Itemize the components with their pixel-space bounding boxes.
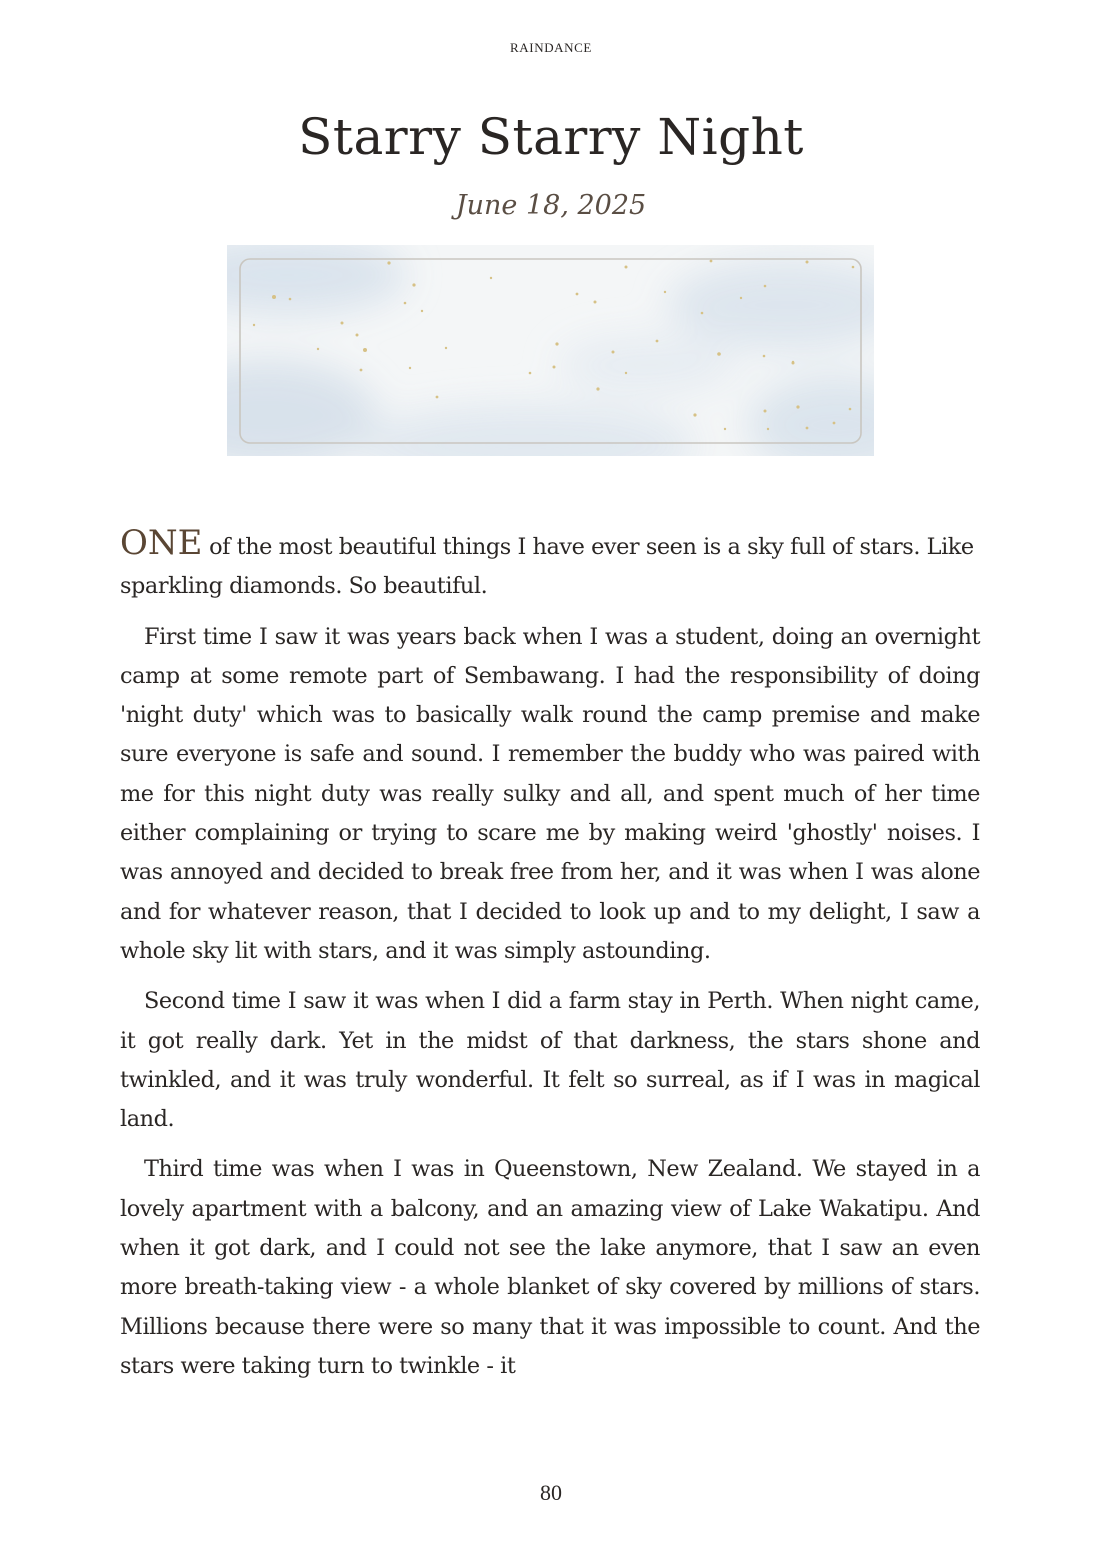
star-dot xyxy=(796,405,799,408)
star-dot xyxy=(436,396,439,399)
article-date: June 18, 2025 xyxy=(455,190,647,221)
star-dot xyxy=(764,285,767,288)
star-dot xyxy=(594,301,597,304)
star-dot xyxy=(576,293,579,296)
star-dot xyxy=(253,324,255,326)
star-dot xyxy=(806,261,809,264)
star-dot xyxy=(529,372,532,375)
star-dot xyxy=(317,348,319,350)
starry-sky-banner-image xyxy=(227,245,874,456)
star-dot xyxy=(664,291,666,293)
page-number: 80 xyxy=(540,1480,562,1505)
star-dot xyxy=(421,310,423,312)
article-body xyxy=(120,524,980,1397)
star-dot xyxy=(852,266,855,269)
star-dot xyxy=(625,266,628,269)
star-dot xyxy=(404,302,407,305)
star-dot xyxy=(740,297,742,299)
star-dot xyxy=(387,261,390,264)
star-dot xyxy=(717,352,721,356)
running-header: RAINDANCE xyxy=(510,40,592,55)
star-dot xyxy=(849,408,852,411)
star-dot xyxy=(445,347,447,349)
star-dot xyxy=(289,298,292,301)
star-dot xyxy=(356,334,359,337)
article-title: Starry Starry Night xyxy=(298,108,804,166)
star-dot xyxy=(625,372,627,374)
star-dot xyxy=(490,277,492,279)
star-dot xyxy=(363,348,367,352)
star-dot xyxy=(833,422,836,425)
star-dot xyxy=(693,413,696,416)
star-dot xyxy=(272,295,276,299)
star-dot xyxy=(596,387,599,390)
sky-background xyxy=(227,245,874,456)
star-dot xyxy=(764,410,767,413)
star-dot xyxy=(710,260,713,263)
drop-cap-lead: ONE xyxy=(120,523,203,563)
star-dot xyxy=(555,342,558,345)
star-dot xyxy=(724,428,726,430)
paragraph-2: First time I saw it was years back when I was a student, doing an overnight camp at some remote part of Sembawang. I had the responsibility of doing 'night duty' which was to basically walk round the camp premise and make sure everyone is safe and sound. I remember the buddy who was paired with me for this night duty was really sulky and all, and spent much of her time either complaining or trying to scare me by making weird 'ghostly' noises. I was annoyed and decided to break free from her, and it was when I was alone and for whatever reason, that I decided to look up and to my delight, I saw a whole sky lit with stars, and it was simply astounding. xyxy=(120,623,980,964)
star-dot xyxy=(412,283,415,286)
star-dot xyxy=(656,340,659,343)
star-dot xyxy=(341,322,344,325)
star-dot xyxy=(701,312,704,315)
paragraph-1 xyxy=(120,524,980,607)
star-dot xyxy=(612,351,615,354)
star-dot xyxy=(409,367,411,369)
star-dot xyxy=(763,355,766,358)
paragraph-3: Second time I saw it was when I did a farm stay in Perth. When night came, it got really dark. Yet in the midst of that darkness, the stars shone and twinkled, and it was truly wonderful. It felt so surreal, as if I was in magical land. xyxy=(120,988,980,1133)
star-dot xyxy=(553,366,556,369)
star-dot xyxy=(767,428,769,430)
star-dot xyxy=(792,361,794,363)
star-dot xyxy=(806,427,809,430)
paragraph-1-text: of the most beautiful things I have ever seen is a sky full of stars. Like sparkling diamonds. So beautiful. xyxy=(120,534,974,600)
star-dot xyxy=(360,369,363,372)
paragraph-4: Third time was when I was in Queenstown, New Zealand. We stayed in a lovely apartment with a balcony, and an amazing view of Lake Wakatipu. And when it got dark, and I could not see the lake anymore, that I saw an even more breath-taking view - a whole blanket of sky covered by millions of stars. Millions because there were so many that it was impossible to count. And the stars were taking turn to twinkle - it xyxy=(120,1156,980,1379)
